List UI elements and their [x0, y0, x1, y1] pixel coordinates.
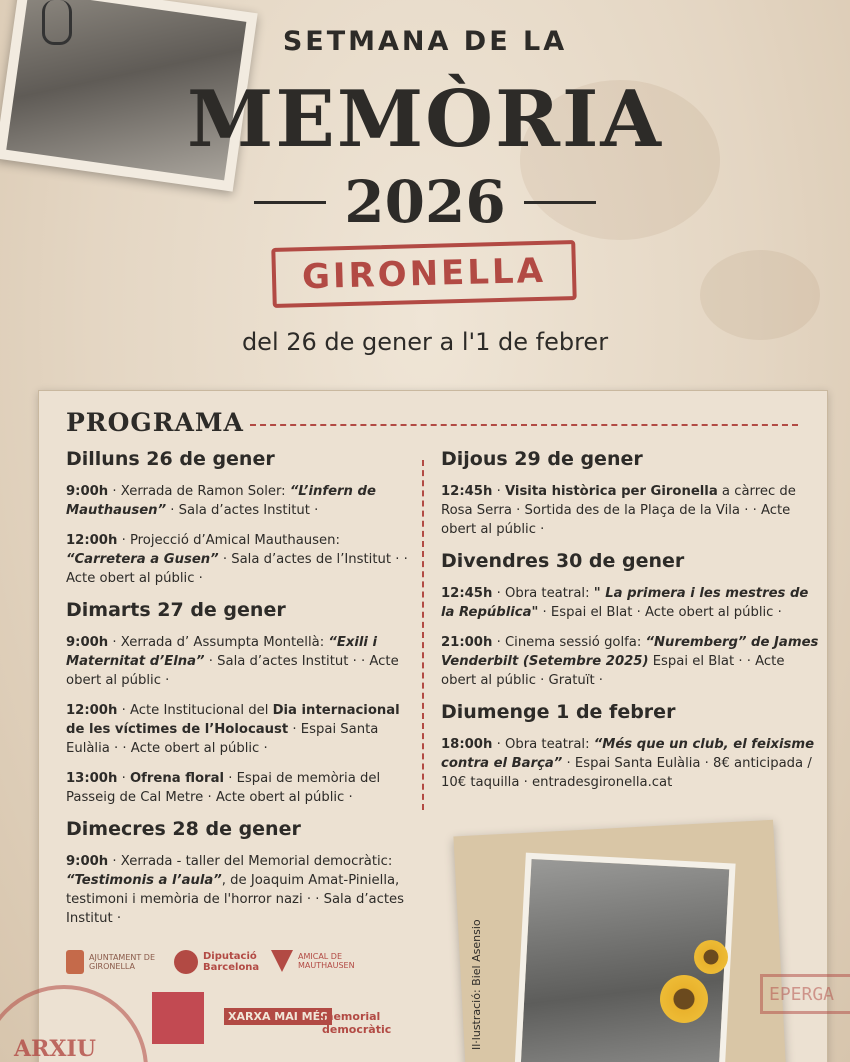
event-time: 18:00h: [441, 737, 493, 752]
event-text: · Xerrada de Ramon Soler:: [108, 484, 290, 499]
event-details: · Espai Santa Eulàlia · 8€ anticipada / 10€ taquilla · entradesgironella.cat: [441, 756, 812, 790]
event-title: “Carretera a Gusen”: [66, 552, 219, 567]
institut-mark: [152, 992, 204, 1044]
header-year-row: [0, 168, 850, 236]
event-text: ·: [117, 771, 130, 786]
event-details: a càrrec de Rosa Serra · Sortida des de la Plaça de la Vila · · Acte obert al públic ·: [441, 484, 796, 537]
event-time: 12:00h: [66, 703, 118, 718]
sunflower-icon: [694, 940, 728, 974]
event-details: · Sala d’actes Institut · · Acte obert al públic ·: [66, 654, 399, 688]
program-event: [66, 852, 414, 928]
day-heading: Dilluns 26 de gener: [66, 448, 275, 470]
event-details: · Espai el Blat · Acte obert al públic ·: [538, 605, 782, 620]
event-text: · Acte Institucional del: [117, 703, 273, 718]
corner-stamp: EPERGA: [760, 974, 850, 1014]
town-name: GIRONELLA: [301, 250, 547, 298]
event-time: 21:00h: [441, 635, 493, 650]
event-title: “L’infern de Mauthausen”: [66, 484, 376, 518]
event-details: · Sala d’actes Institut ·: [166, 503, 319, 518]
divider: [254, 201, 326, 204]
event-highlight: Ofrena floral: [129, 771, 224, 786]
program-column-left: [66, 448, 414, 939]
event-text: · Obra teatral:: [492, 586, 594, 601]
event-details: · Espai Santa Eulàlia · · Acte obert al públic ·: [66, 722, 379, 756]
program-column-right: [441, 448, 821, 803]
event-time: 12:00h: [66, 533, 118, 548]
program-event: [66, 633, 414, 690]
memorial-logo: memorial democràtic: [322, 1010, 392, 1036]
event-details: , de Joaquim Amat-Piniella, testimoni i memòria de l'horror nazi · · Sala d’actes Institut ·: [66, 873, 405, 926]
program-event: [441, 735, 821, 792]
day-heading: Dimarts 27 de gener: [66, 599, 286, 621]
event-title: “Exili i Maternitat d’Elna”: [66, 635, 378, 669]
event-text: · Xerrada - taller del Memorial democràtic:: [108, 854, 393, 869]
program-event: [441, 584, 821, 622]
event-title: " La primera i les mestres de la República": [441, 586, 809, 620]
sunflower-icon: [660, 975, 708, 1023]
event-time: 9:00h: [66, 635, 109, 650]
event-title: “Més que un club, el feixisme contra el Barça”: [441, 737, 815, 771]
event-highlight: Visita històrica per Gironella: [504, 484, 718, 499]
event-time: 12:45h: [441, 484, 493, 499]
divider: [250, 424, 798, 426]
day-heading: Dimecres 28 de gener: [66, 818, 301, 840]
town-stamp: [271, 240, 576, 308]
event-title: “Testimonis a l’aula”: [66, 873, 222, 888]
event-title: “Nuremberg” de James Venderbilt (Setembre 2025): [441, 635, 819, 669]
day-heading: Dijous 29 de gener: [441, 448, 643, 470]
header-title: MEMÒRIA: [187, 74, 663, 165]
event-text: · Obra teatral:: [492, 737, 594, 752]
event-text: · Cinema sessió golfa:: [492, 635, 646, 650]
event-time: 9:00h: [66, 484, 109, 499]
event-text: ·: [492, 484, 505, 499]
program-event: [66, 482, 414, 520]
event-highlight: Dia internacional de les víctimes de l’Holocaust: [66, 703, 400, 737]
institut-logo: [152, 992, 204, 1044]
event-time: 9:00h: [66, 854, 109, 869]
event-details: · Sala d’actes de l’Institut · · Acte obert al públic ·: [66, 552, 408, 586]
event-dates: del 26 de gener a l'1 de febrer: [241, 328, 609, 356]
illustration-credit: Il·lustració: Biel Asensio: [470, 919, 483, 1050]
triangle-icon: [271, 950, 293, 972]
program-event: [66, 769, 414, 807]
program-event: [441, 633, 821, 690]
day-heading: Divendres 30 de gener: [441, 550, 685, 572]
program-heading: PROGRAMA: [66, 408, 244, 437]
event-text: · Projecció d’Amical Mauthausen:: [117, 533, 340, 548]
event-time: 13:00h: [66, 771, 118, 786]
ajuntament-logo: AJUNTAMENT DE GIRONELLA: [66, 950, 169, 974]
header-kicker: SETMANA DE LA: [282, 26, 568, 57]
event-details: Espai el Blat · · Acte obert al públic · Gratuït ·: [441, 654, 785, 688]
divider: [524, 201, 596, 204]
diputacio-icon: [174, 950, 198, 974]
coat-of-arms-icon: [66, 950, 84, 974]
event-details: · Espai de memòria del Passeig de Cal Metre · Acte obert al públic ·: [66, 771, 381, 805]
header-year: 2026: [344, 168, 506, 236]
program-event: [441, 482, 821, 539]
day-heading: Diumenge 1 de febrer: [441, 701, 676, 723]
amical-logo: AMICAL DE MAUTHAUSEN: [271, 950, 368, 972]
divider: [422, 460, 424, 810]
paper-stain: [700, 250, 820, 340]
program-event: [66, 701, 414, 758]
program-event: [66, 531, 414, 588]
event-time: 12:45h: [441, 586, 493, 601]
event-text: · Xerrada d’ Assumpta Montellà:: [108, 635, 329, 650]
xarxa-logo: XARXA MAI MÉS: [224, 1008, 332, 1025]
diputacio-logo: Diputació Barcelona: [174, 950, 263, 974]
archive-stamp-text: ARXIU: [14, 1036, 96, 1062]
